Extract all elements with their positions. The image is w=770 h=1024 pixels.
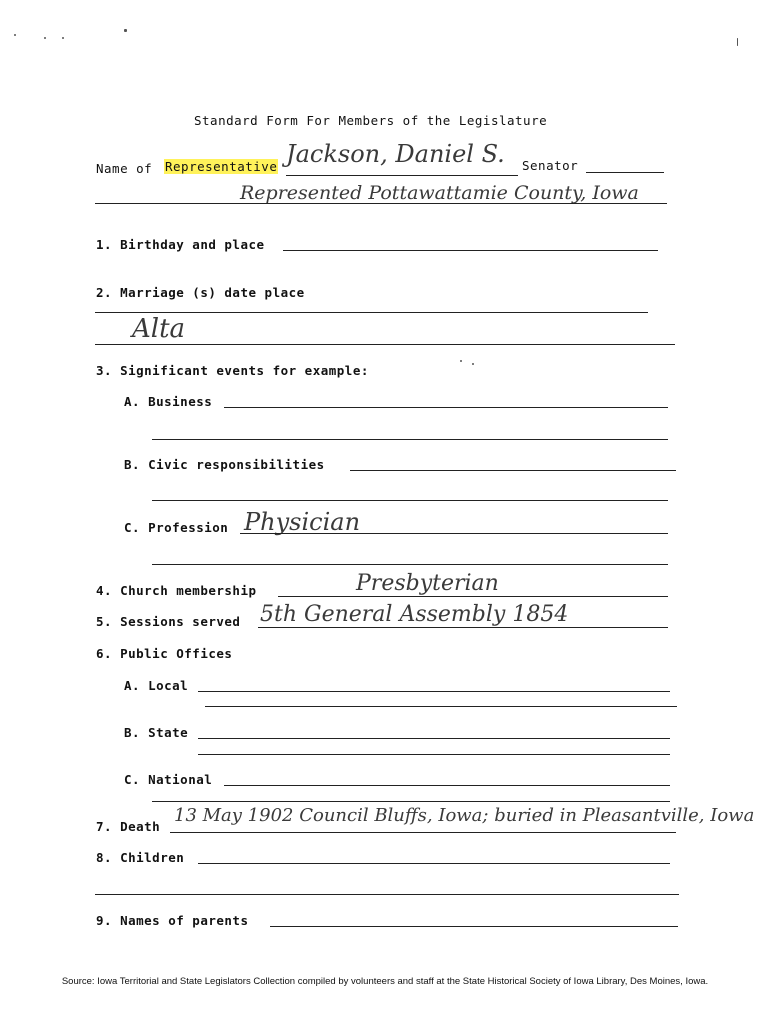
local-line-1 bbox=[198, 691, 670, 692]
speck bbox=[62, 37, 64, 39]
senator-label: Senator bbox=[522, 158, 579, 173]
item-significant-events-label: 3. Significant events for example: bbox=[96, 363, 369, 378]
death-line bbox=[170, 832, 676, 833]
item-marriage-label: 2. Marriage (s) date place bbox=[96, 285, 305, 300]
item-church-label: 4. Church membership bbox=[96, 583, 257, 598]
item-parents-label: 9. Names of parents bbox=[96, 913, 249, 928]
item-birthday-label: 1. Birthday and place bbox=[96, 237, 265, 252]
legislator-name-handwritten: Jackson, Daniel S. bbox=[286, 140, 505, 168]
profession-handwritten: Physician bbox=[244, 508, 361, 536]
local-line-2 bbox=[205, 706, 677, 707]
represented-line bbox=[95, 203, 667, 204]
representative-label: Representative bbox=[165, 159, 278, 174]
national-label: C. National bbox=[124, 772, 213, 787]
name-of-label: Name of bbox=[96, 161, 153, 176]
business-label: A. Business bbox=[124, 394, 213, 409]
children-line-2 bbox=[95, 894, 679, 895]
represented-county-handwritten: Represented Pottawattamie County, Iowa bbox=[240, 182, 639, 204]
parents-line bbox=[270, 926, 678, 927]
speck bbox=[472, 363, 474, 365]
state-line-1 bbox=[198, 738, 670, 739]
business-line-1 bbox=[224, 407, 668, 408]
sessions-handwritten: 5th General Assembly 1854 bbox=[260, 602, 569, 627]
church-line bbox=[278, 596, 668, 597]
speck bbox=[44, 37, 46, 39]
name-line bbox=[286, 175, 518, 176]
national-line-1 bbox=[224, 785, 670, 786]
civic-label: B. Civic responsibilities bbox=[124, 457, 325, 472]
speck bbox=[124, 29, 127, 32]
marriage-place-handwritten: Alta bbox=[132, 314, 186, 344]
item-sessions-label: 5. Sessions served bbox=[96, 614, 241, 629]
local-label: A. Local bbox=[124, 678, 189, 693]
profession-line-1 bbox=[240, 533, 668, 534]
church-handwritten: Presbyterian bbox=[356, 571, 499, 596]
civic-line-1 bbox=[350, 470, 676, 471]
children-line-1 bbox=[198, 863, 670, 864]
item-children-label: 8. Children bbox=[96, 850, 185, 865]
speck bbox=[737, 38, 738, 46]
item-death-label: 7. Death bbox=[96, 819, 161, 834]
sessions-line bbox=[258, 627, 668, 628]
profession-label: C. Profession bbox=[124, 520, 229, 535]
birthday-line bbox=[283, 250, 658, 251]
national-line-2 bbox=[152, 801, 670, 802]
death-handwritten: 13 May 1902 Council Bluffs, Iowa; buried in Pleasantville, Iowa bbox=[174, 805, 755, 826]
profession-line-2 bbox=[152, 564, 668, 565]
speck bbox=[14, 34, 16, 36]
item-public-offices-label: 6. Public Offices bbox=[96, 646, 233, 661]
senator-line bbox=[586, 172, 664, 173]
marriage-line-1 bbox=[95, 312, 648, 313]
source-caption: Source: Iowa Territorial and State Legislators Collection compiled by volunteers and staff at the State Historical Society of Iowa Library, Des Moines, Iowa. bbox=[61, 976, 709, 987]
form-title: Standard Form For Members of the Legislature bbox=[194, 113, 548, 128]
civic-line-2 bbox=[152, 500, 668, 501]
state-label: B. State bbox=[124, 725, 189, 740]
business-line-2 bbox=[152, 439, 668, 440]
state-line-2 bbox=[198, 754, 670, 755]
speck bbox=[460, 360, 462, 362]
marriage-line-2 bbox=[95, 344, 675, 345]
